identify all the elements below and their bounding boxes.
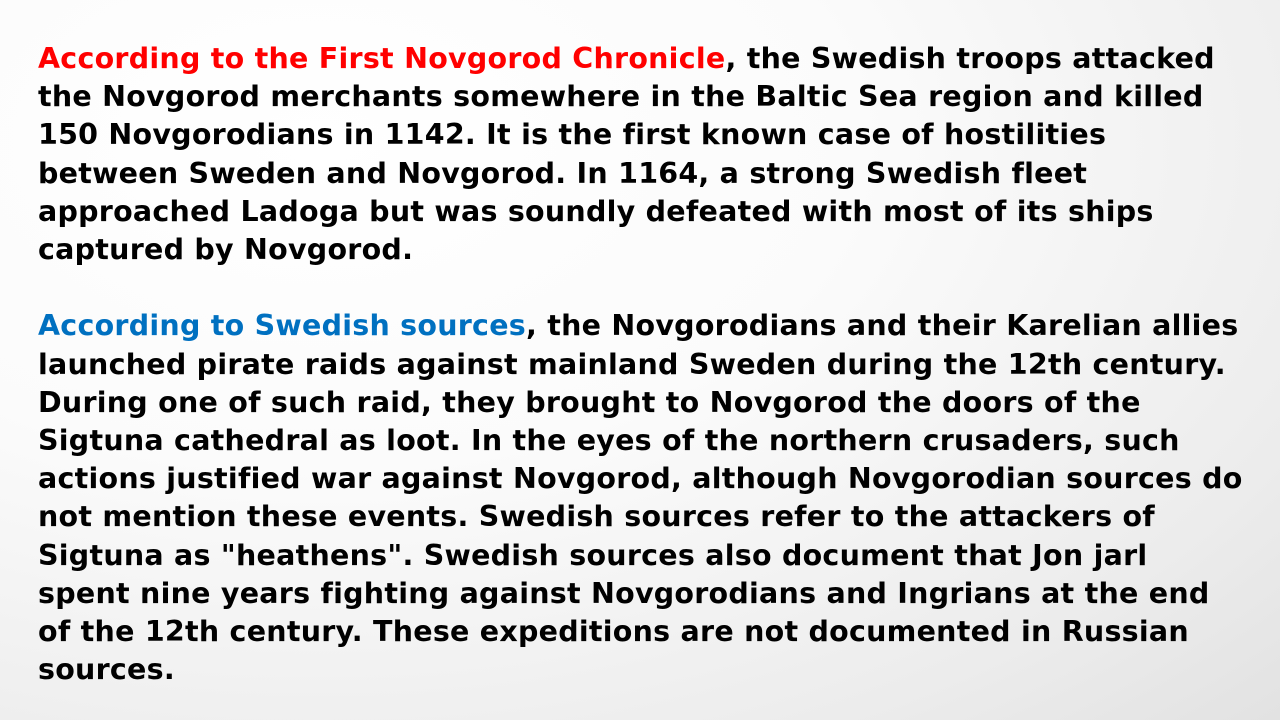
paragraph-body-text: , the Novgorodians and their Karelian allies launched pirate raids against mainland Sweden during the 12th century. During one of such raid, they brought to Novgorod the doors of the Sigtuna cathedral as loot. In the eyes of the northern crusaders, such actions justified war against Novgorod, although Novgorodian sources do not mention these events. Swedish sources refer to the attackers of Sigtuna as "heathens". Swedish sources also document that Jon jarl spent nine years fighting against Novgorodians and Ingrians at the end of the 12th century. These expeditions are not documented in Russian sources. <box>38 309 1243 687</box>
paragraph-body-text: , the Swedish troops attacked the Novgorod merchants somewhere in the Baltic Sea region and killed 150 Novgorodians in 1142. It is the first known case of hostilities between Sweden and Novgorod. In 1164, a strong Swedish fleet approached Ladoga but was soundly defeated with most of its ships captured by Novgorod. <box>38 42 1215 267</box>
paragraph-swedish-sources <box>38 307 1248 689</box>
paragraph-lead-highlight: According to the First Novgorod Chronicle <box>38 42 726 75</box>
paragraph-lead-highlight: According to Swedish sources <box>38 309 526 343</box>
paragraph-novgorod-chronicle <box>38 40 1248 269</box>
slide-text-body <box>38 40 1248 689</box>
